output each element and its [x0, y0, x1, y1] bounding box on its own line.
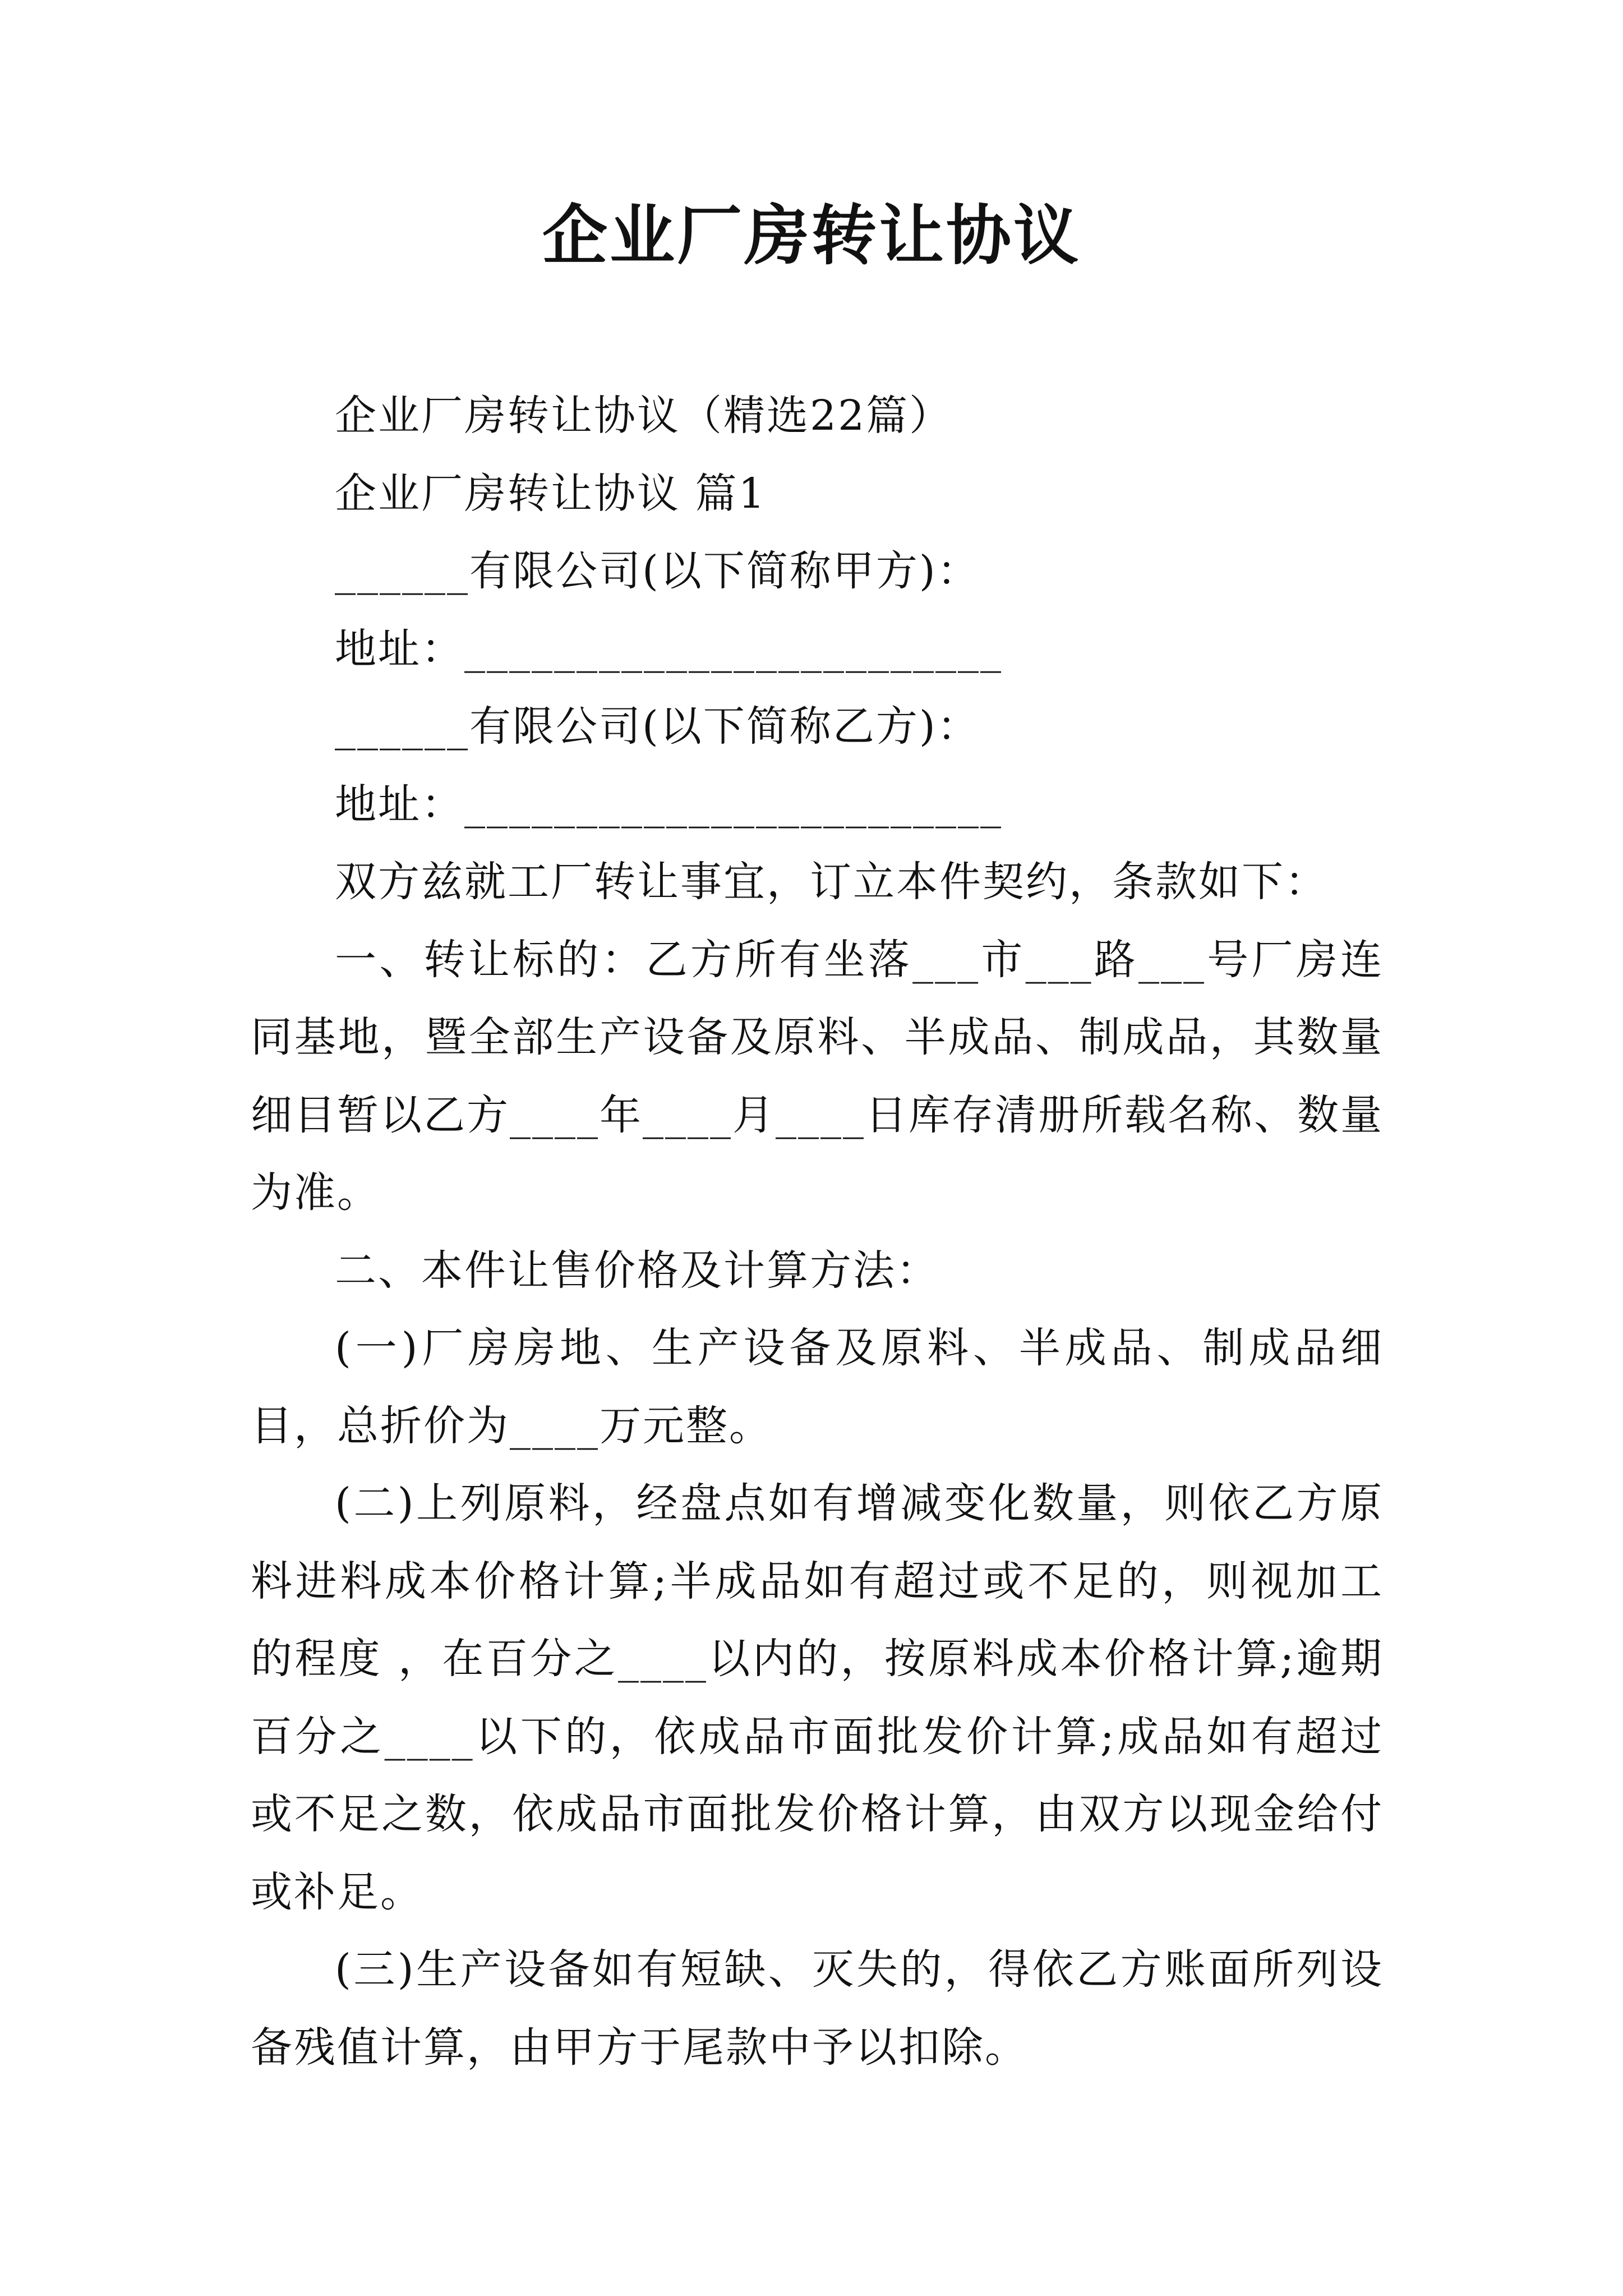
preamble-line: 双方兹就工厂转让事宜，订立本件契约，条款如下： — [335, 858, 1328, 906]
party-a-address-line: 地址：________________________ — [335, 624, 1003, 673]
clause-2-heading: 二、本件让售价格及计算方法： — [335, 1246, 939, 1295]
section-heading: 企业厂房转让协议 篇1 — [335, 469, 767, 518]
party-b-line: ______有限公司(以下简称乙方)： — [335, 702, 980, 751]
party-b-address-line: 地址：________________________ — [335, 780, 1003, 829]
clause-2-2-paragraph: (二)上列原料，经盘点如有增减变化数量，则依乙方原料进料成本价格计算;半成品如有超过或不足的，则视加工的程度 ，在百分之____以内的，按原料成本价格计算;逾期百分之____以下的，依成品市面批发价计算;成品如有超过或不足之数，依成品市面批发价格计算，由双方以现金给付或补足。 — [251, 1479, 1384, 1916]
subtitle-line: 企业厂房转让协议（精选22篇） — [335, 392, 953, 440]
document-body — [251, 377, 1384, 2086]
party-a-line: ______有限公司(以下简称甲方)： — [335, 547, 980, 595]
clause-1-paragraph: 一、转让标的：乙方所有坐落___市___路___号厂房连同基地，暨全部生产设备及原料、半成品、制成品，其数量细目暂以乙方____年____月____日库存清册所载名称、数量为准。 — [251, 935, 1384, 1217]
document-title: 企业厂房转让协议 — [542, 197, 1081, 274]
clause-2-1-paragraph: (一)厂房房地、生产设备及原料、半成品、制成品细目，总折价为____万元整。 — [251, 1324, 1384, 1450]
clause-2-3-paragraph: (三)生产设备如有短缺、灭失的，得依乙方账面所列设备残值计算，由甲方于尾款中予以扣除。 — [251, 1945, 1384, 2072]
